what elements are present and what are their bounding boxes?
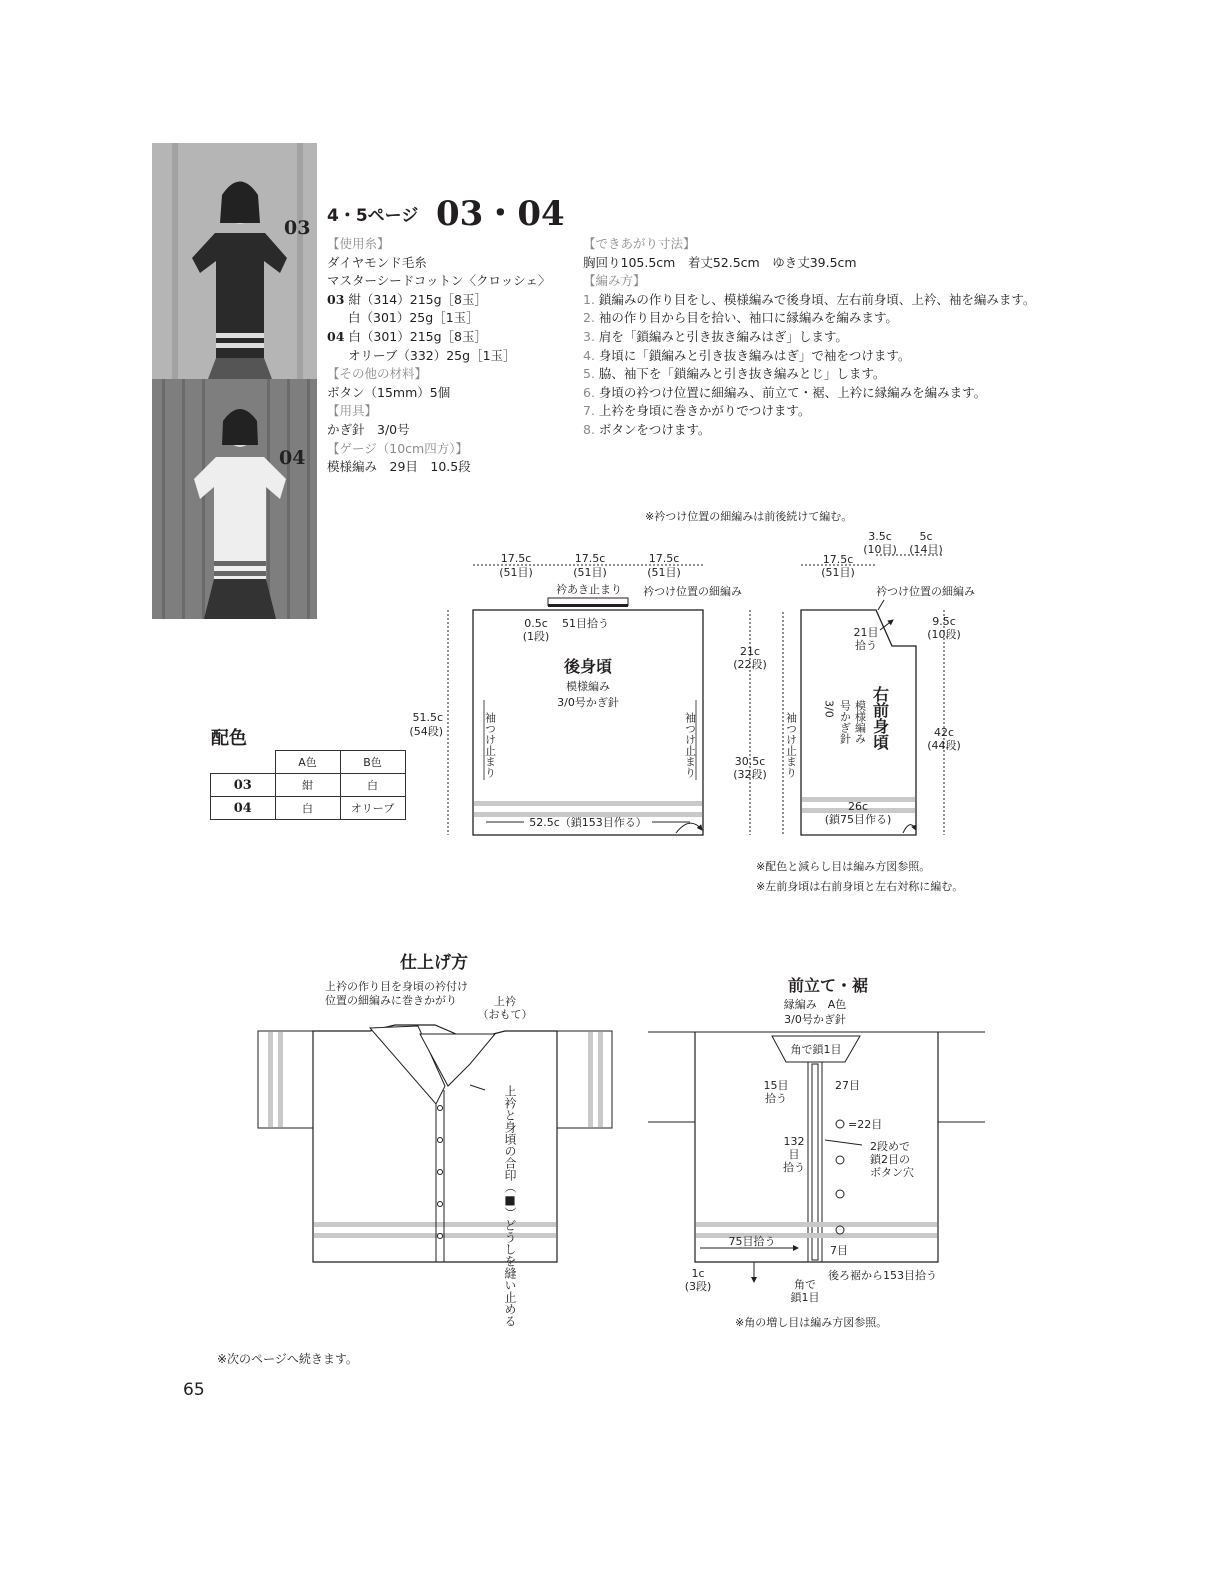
finishing-note-1: 上衿の作り目を身頃の衿付け: [325, 980, 468, 993]
variant-03-line2: 白（301）25g［1玉］: [348, 310, 479, 326]
variant-03-line1: 03 紺（314）215g［8玉］: [327, 291, 487, 307]
back-width-1-sts: (51目): [499, 566, 533, 579]
front-w5: 5c: [919, 530, 933, 543]
back-width-1: 17.5c: [500, 552, 532, 565]
method-step: 2. 袖の作り目から目を拾い、袖口に縁編みを編みます。: [583, 310, 898, 326]
finishing-title: 仕上げ方: [400, 953, 468, 973]
band-pick-153: 後ろ裾から153目拾う: [828, 1269, 937, 1282]
variant-04-line1: 04 白（301）215g［8玉］: [327, 328, 487, 344]
band-pick-132-label: 拾う: [783, 1161, 805, 1174]
band-pick-132-unit: 目: [788, 1148, 800, 1161]
color-row-a: 紺: [275, 774, 340, 797]
back-body-pattern: 模様編み: [566, 680, 610, 693]
front-pattern: 模様編み: [853, 700, 867, 744]
band-buttonhole-1: 2段めで: [870, 1140, 910, 1153]
photo-04-label: 04: [279, 447, 306, 469]
color-head-b: B色: [340, 751, 405, 774]
method-step: 8. ボタンをつけます。: [583, 421, 711, 437]
color-row-b: オリーブ: [340, 797, 405, 820]
photo-03-label: 03: [284, 217, 311, 239]
back-d05-rows: (1段): [522, 630, 550, 643]
front-hook-a: 3/0: [822, 700, 836, 718]
tools-label: 【用具】: [327, 403, 378, 419]
band-sub-1: 縁編み A色: [783, 998, 847, 1011]
band-corner-bottom-1: 角で: [794, 1278, 816, 1291]
back-d05: 0.5c: [524, 617, 548, 630]
band-corner-top: 角で鎖1目: [790, 1043, 842, 1056]
band-buttonhole-3: ボタン穴: [870, 1166, 914, 1179]
front-band-diagram: [648, 976, 985, 1329]
front-d95-rows: (10段): [927, 628, 961, 641]
method-step: 6. 身頃の衿つけ位置に細編み、前立て・裾、上衿に縁編みを編みます。: [583, 384, 987, 400]
back-side-rows: (32段): [733, 768, 767, 781]
front-sleeve-stop: 袖つけ止まり: [784, 712, 798, 778]
front-w175-sts: (51目): [821, 566, 855, 579]
color-row-a: 白: [275, 797, 340, 820]
front-d95: 9.5c: [932, 615, 956, 628]
size-label: 【できあがり寸法】: [583, 236, 696, 251]
band-pick-15: 15目: [763, 1079, 789, 1092]
back-body-title: 後身頃: [563, 657, 613, 676]
band-d1-rows: (3段): [684, 1280, 712, 1293]
method-step: 5. 脇、袖下を「鎖編みと引き抜き編みとじ」します。: [583, 366, 886, 382]
back-total-height-rows: (54段): [409, 725, 443, 738]
band-pick-75: 75目拾う: [728, 1235, 776, 1248]
schematic-note-b1: ※配色と減らし目は編み方図参照。: [756, 860, 931, 873]
schematic-note-top: ※衿つけ位置の細編みは前後続けて編む。: [645, 510, 853, 523]
band-note: ※角の増し目は編み方図参照。: [735, 1316, 888, 1329]
method-step: 7. 上衿を身頃に巻きかがりでつけます。: [583, 403, 811, 419]
back-body-hook: 3/0号かぎ針: [557, 696, 619, 709]
yarn-brand: ダイヤモンド毛糸: [327, 254, 427, 270]
color-head-a: A色: [275, 751, 340, 774]
collar-side: （おもて）: [477, 1008, 533, 1021]
front-pick-count: 21目: [853, 626, 879, 639]
right-front-diagram: [783, 530, 975, 835]
front-hem: 26c: [847, 800, 869, 813]
variant-04-line2: オリーブ（332）25g［1玉］: [348, 347, 516, 363]
variant-03-number: 03: [327, 291, 345, 307]
back-width-3: 17.5c: [648, 552, 680, 565]
back-armhole: 21c: [739, 645, 761, 658]
back-pick: 51目拾う: [562, 617, 609, 630]
back-armhole-rows: (22段): [733, 658, 767, 671]
method-label: 【編み方】: [583, 273, 646, 289]
back-body-diagram: [409, 552, 766, 835]
front-h42: 42c: [933, 726, 955, 739]
tools-value: かぎ針 3/0号: [327, 421, 410, 437]
color-row-b: 白: [340, 774, 405, 797]
band-pick-22: =22目: [848, 1118, 883, 1131]
band-title: 前立て・裾: [787, 976, 869, 995]
front-w175: 17.5c: [822, 553, 854, 566]
method-step: 1. 鎖編みの作り目をし、模様編みで後身頃、左右前身頃、上衿、袖を編みます。: [583, 291, 1036, 307]
back-total-height: 51.5c: [412, 711, 443, 724]
yarn-label: 【使用糸】: [327, 236, 390, 251]
band-pick-15-label: 拾う: [765, 1092, 787, 1105]
back-hem: 52.5c（鎖153目作る）: [529, 816, 647, 829]
front-w5-sts: (14目): [909, 543, 943, 556]
finishing-diagram: [258, 952, 612, 1327]
band-sub-2: 3/0号かぎ針: [784, 1013, 846, 1026]
back-neck-stop: 衿あき止まり: [556, 583, 622, 596]
method-step: 4. 身頃に「鎖編みと引き抜き編みはぎ」で袖をつけます。: [583, 347, 911, 363]
continue-note: ※次のページへ続きます。: [217, 1352, 358, 1366]
band-d1: 1c: [691, 1267, 705, 1280]
back-width-2: 17.5c: [574, 552, 606, 565]
page-reference: 4・5ページ: [327, 206, 419, 226]
band-pick-27: 27目: [835, 1079, 860, 1092]
yarn-name: マスターシードコットン〈クロッシェ〉: [327, 273, 551, 289]
front-body-title: 右前身頃: [870, 686, 890, 750]
method-step: 3. 肩を「鎖編みと引き抜き編みはぎ」します。: [583, 328, 848, 344]
back-neck-sc: 衿つけ位置の細編み: [643, 585, 742, 598]
front-neck-sc: 衿つけ位置の細編み: [876, 585, 975, 598]
back-width-3-sts: (51目): [647, 566, 681, 579]
back-sleeve-stop-right: 袖つけ止まり: [683, 712, 697, 778]
band-corner-bottom-2: 鎖1目: [790, 1291, 820, 1304]
finishing-side-note: 上衿と身頃の合印（■）どうしを縫い止める: [503, 1085, 517, 1327]
back-sleeve-stop-left: 袖つけ止まり: [483, 712, 497, 778]
gauge-value: 模様編み 29目 10.5段: [327, 459, 471, 475]
other-materials-label: 【その他の材料】: [327, 366, 428, 382]
front-pick-label: 拾う: [855, 639, 877, 652]
size-value: 胸回り105.5cm 着丈52.5cm ゆき丈39.5cm: [583, 254, 857, 270]
front-w35: 3.5c: [868, 530, 892, 543]
color-row-variant: 03: [211, 774, 276, 797]
page-number: 65: [183, 1380, 205, 1400]
band-buttonhole-2: 鎖2目の: [870, 1153, 910, 1166]
other-materials-value: ボタン（15mm）5個: [327, 384, 451, 400]
collar-label: 上衿: [494, 995, 516, 1008]
band-pick-7: 7目: [830, 1244, 848, 1257]
color-row-variant: 04: [211, 797, 276, 820]
finishing-note-2: 位置の細編みに巻きかがり: [325, 994, 457, 1007]
back-side: 30.5c: [734, 755, 766, 768]
color-table-title: 配色: [211, 728, 247, 749]
pattern-number: 03・04: [436, 194, 565, 234]
gauge-label: 【ゲージ（10cm四方）】: [327, 440, 468, 456]
schematic-note-b2: ※左前身頃は右前身頃と左右対称に編む。: [756, 880, 964, 893]
back-width-2-sts: (51目): [573, 566, 607, 579]
front-h42-rows: (44段): [927, 739, 961, 752]
front-w35-sts: (10目): [863, 543, 897, 556]
front-hook-b: 号かぎ針: [838, 700, 852, 744]
front-hem-chain: (鎖75目作る): [824, 813, 892, 826]
variant-04-number: 04: [327, 328, 345, 344]
band-pick-132: 132: [783, 1135, 805, 1148]
